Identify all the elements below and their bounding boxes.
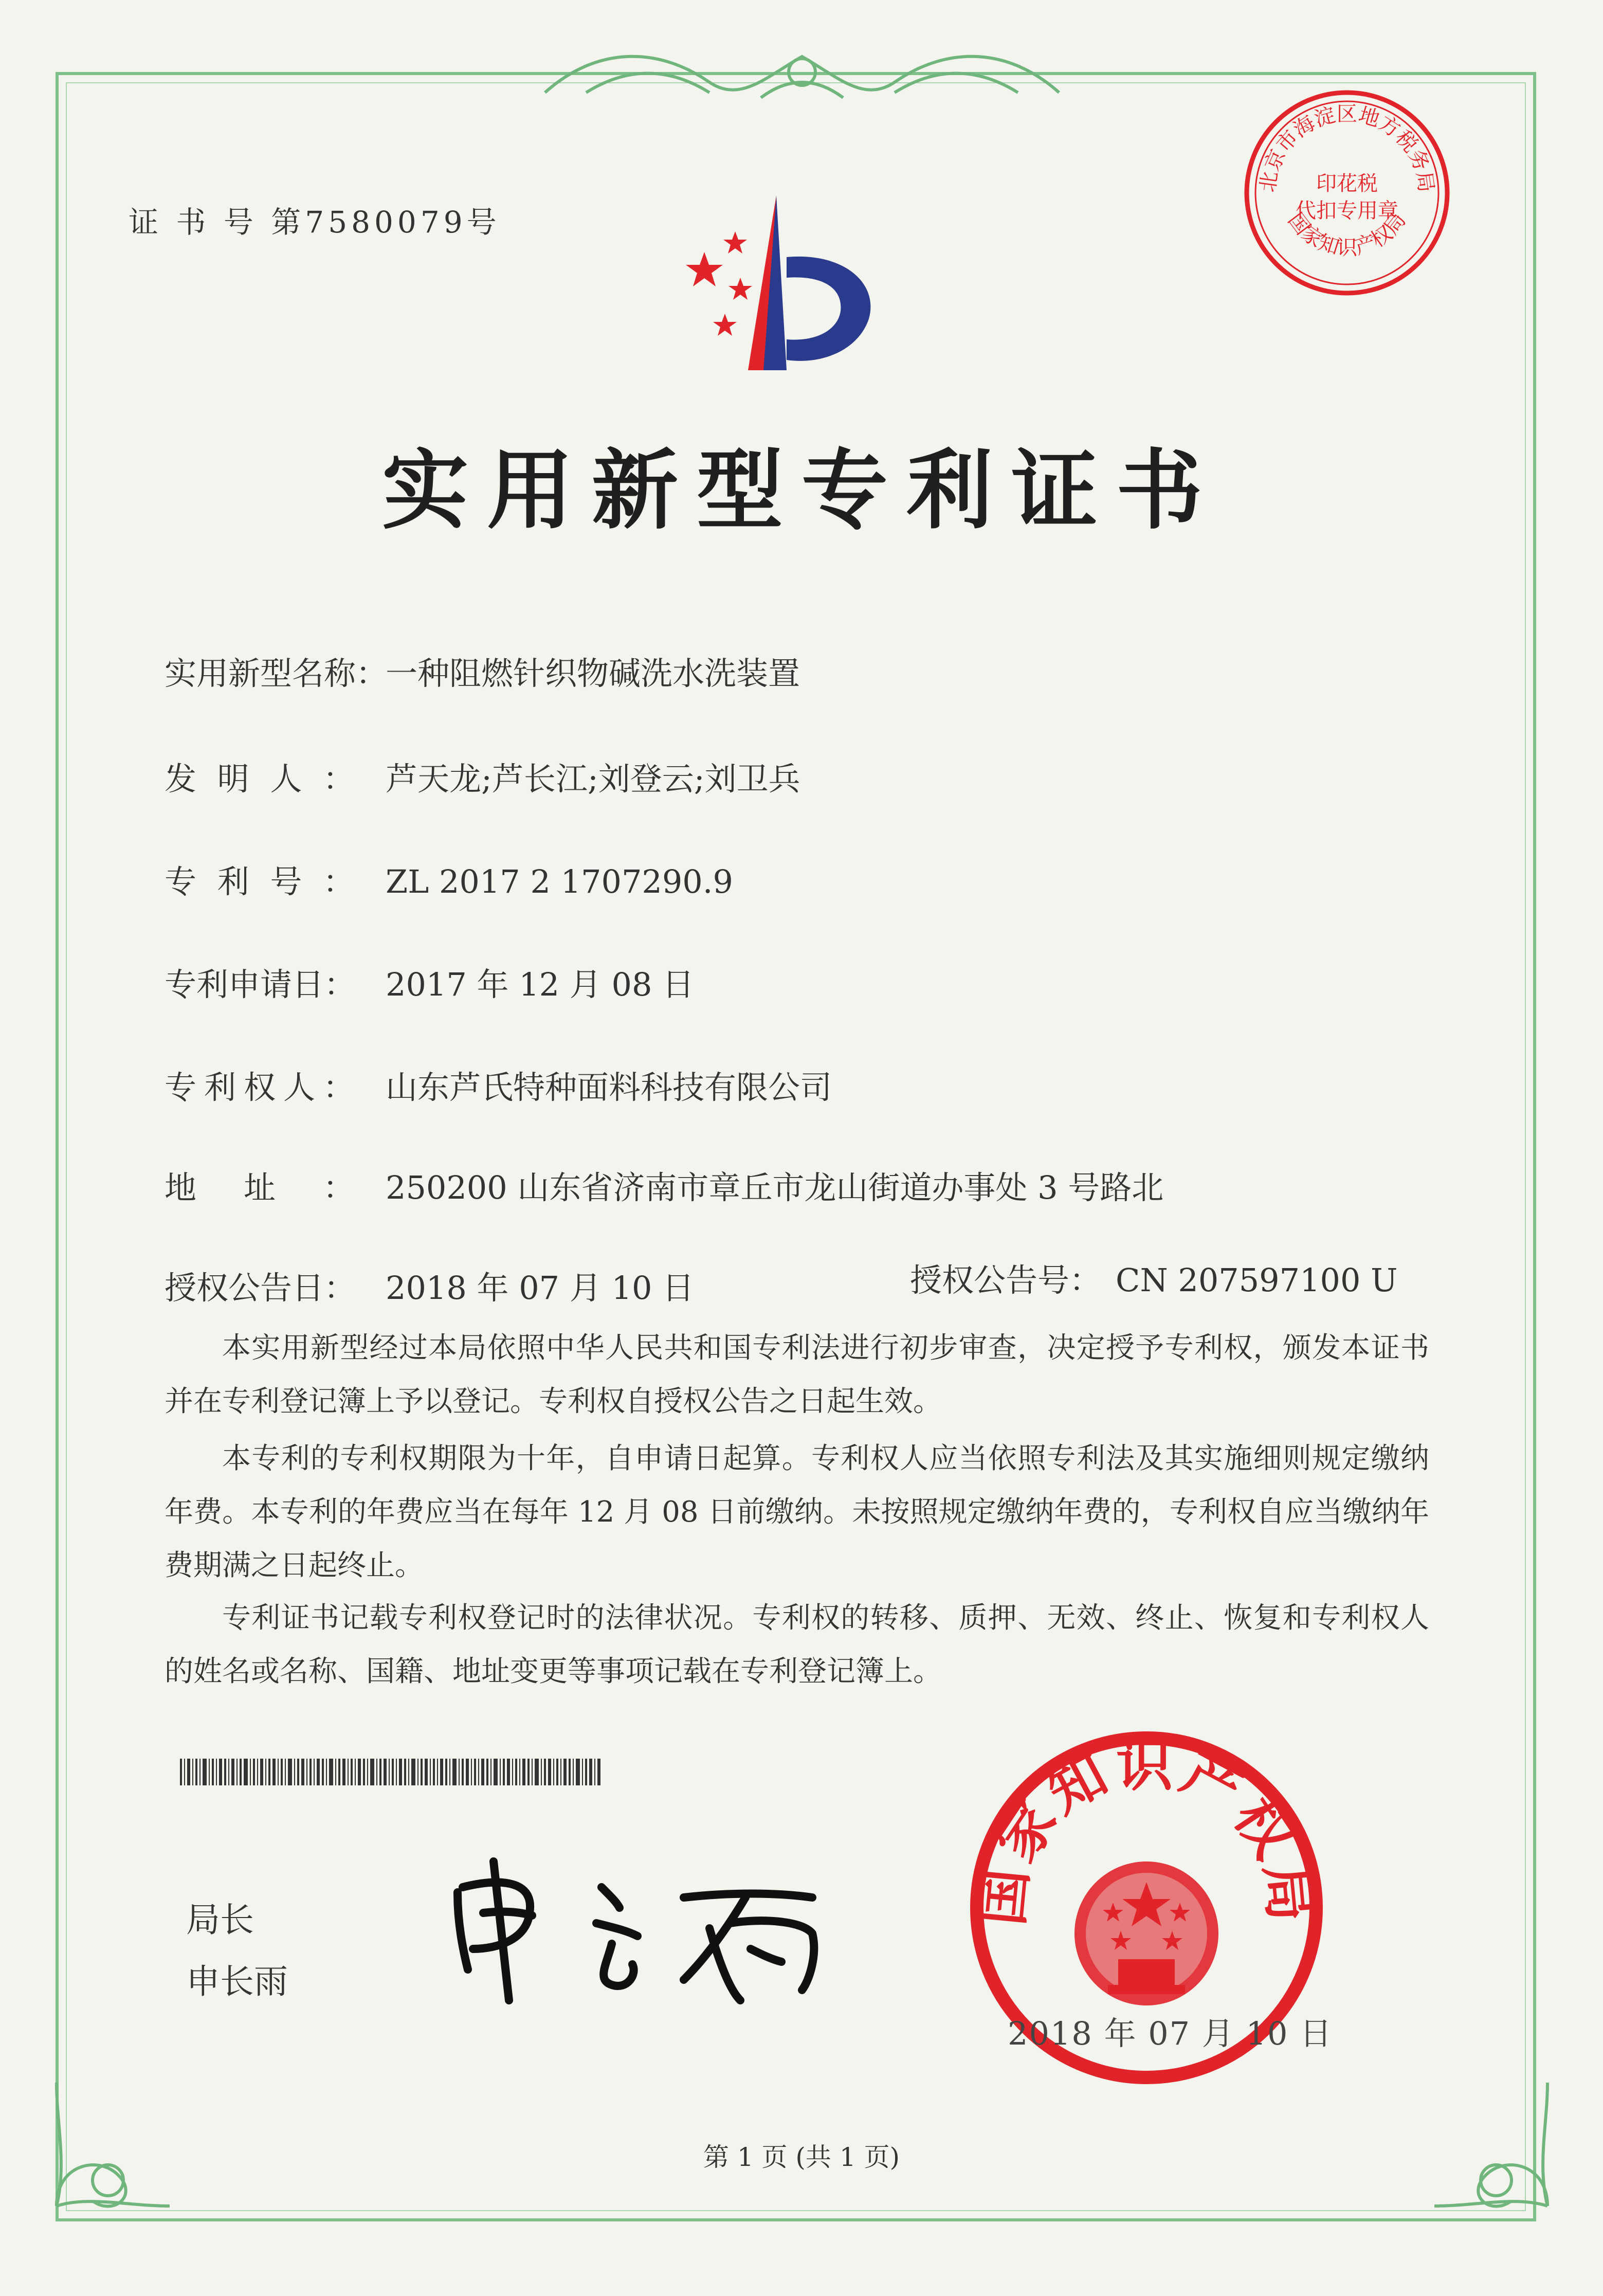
- page-footer: 第 1 页 (共 1 页): [703, 2142, 900, 2172]
- field-value: CN 207597100 U: [1116, 1261, 1398, 1299]
- field-value: 2017 年 12 月 08 日: [386, 966, 695, 1003]
- body-paragraph-3: 专利证书记载专利权登记时的法律状况。专利权的转移、质押、无效、终止、恢复和专利权人的姓名或名称、国籍、地址变更等事项记载在专利登记簿上。: [165, 1601, 1429, 1688]
- field-label: 实用新型名称：: [165, 655, 388, 692]
- chief-title: 局长: [186, 1900, 254, 1940]
- field-label: 专 利 权 人 ：: [165, 1069, 355, 1106]
- field-patentee: [165, 1062, 832, 1108]
- patent-office-emblem-icon: [658, 185, 895, 381]
- svg-text:代扣专用章: 代扣专用章: [1296, 199, 1398, 223]
- certificate-number: 证 书 号 第7580079号: [129, 205, 501, 240]
- body-paragraph-1: 本实用新型经过本局依照中华人民共和国专利法进行初步审查，决定授予专利权，颁发本证书并在专利登记簿上予以登记。专利权自授权公告之日起生效。: [165, 1331, 1429, 1418]
- field-address: [165, 1162, 1163, 1208]
- body-paragraph-2: 本专利的专利权期限为十年，自申请日起算。专利权人应当依照专利法及其实施细则规定缴纳年费。本专利的年费应当在每年 12 月 08 日前缴纳。未按照规定缴纳年费的，专利权自应当缴纳年费期满之日起终止。: [165, 1442, 1429, 1582]
- field-value: 一种阻燃针织物碱洗水洗装置: [386, 655, 800, 692]
- field-label: 专 利 号 ：: [165, 863, 355, 900]
- field-label: 授权公告日：: [165, 1269, 356, 1307]
- field-value: ZL 2017 2 1707290.9: [386, 863, 733, 900]
- svg-text:国家知识产权局: 国家知识产权局: [1283, 208, 1411, 260]
- barcode: [180, 1759, 602, 1785]
- svg-text:国家知识产权局: 国家知识产权局: [968, 1732, 1325, 1928]
- seal-date: 2018 年 07 月 10 日: [1008, 2015, 1333, 2052]
- field-value: 2018 年 07 月 10 日: [386, 1269, 695, 1307]
- field-value: 山东芦氏特种面料科技有限公司: [386, 1069, 832, 1106]
- page-title: 实用新型专利证书: [382, 440, 1221, 541]
- svg-text:北京市海淀区地方税务局: 北京市海淀区地方税务局: [1255, 102, 1438, 194]
- field-grant-number: [910, 1255, 1397, 1300]
- field-label: 发 明 人 ：: [165, 760, 355, 798]
- field-value: 芦天龙;芦长江;刘登云;刘卫兵: [386, 760, 800, 798]
- handwritten-signature: [442, 1851, 843, 2005]
- field-label: 地 址 ：: [165, 1169, 355, 1206]
- chief-name: 申长雨: [186, 1962, 288, 2001]
- field-label: 专利申请日：: [165, 966, 356, 1003]
- field-grant-date: [165, 1262, 694, 1308]
- field-patent-number: [165, 856, 733, 902]
- top-ornament: [524, 36, 1080, 113]
- field-label: 授权公告号：: [910, 1261, 1102, 1299]
- svg-text:印花税: 印花税: [1316, 172, 1378, 195]
- field-value: 250200 山东省济南市章丘市龙山街道办事处 3 号路北: [386, 1169, 1164, 1206]
- field-application-date: [165, 959, 694, 1005]
- field-utility-model-name: [165, 648, 800, 694]
- field-inventors: [165, 753, 800, 799]
- tax-seal-stamp: [1239, 85, 1455, 301]
